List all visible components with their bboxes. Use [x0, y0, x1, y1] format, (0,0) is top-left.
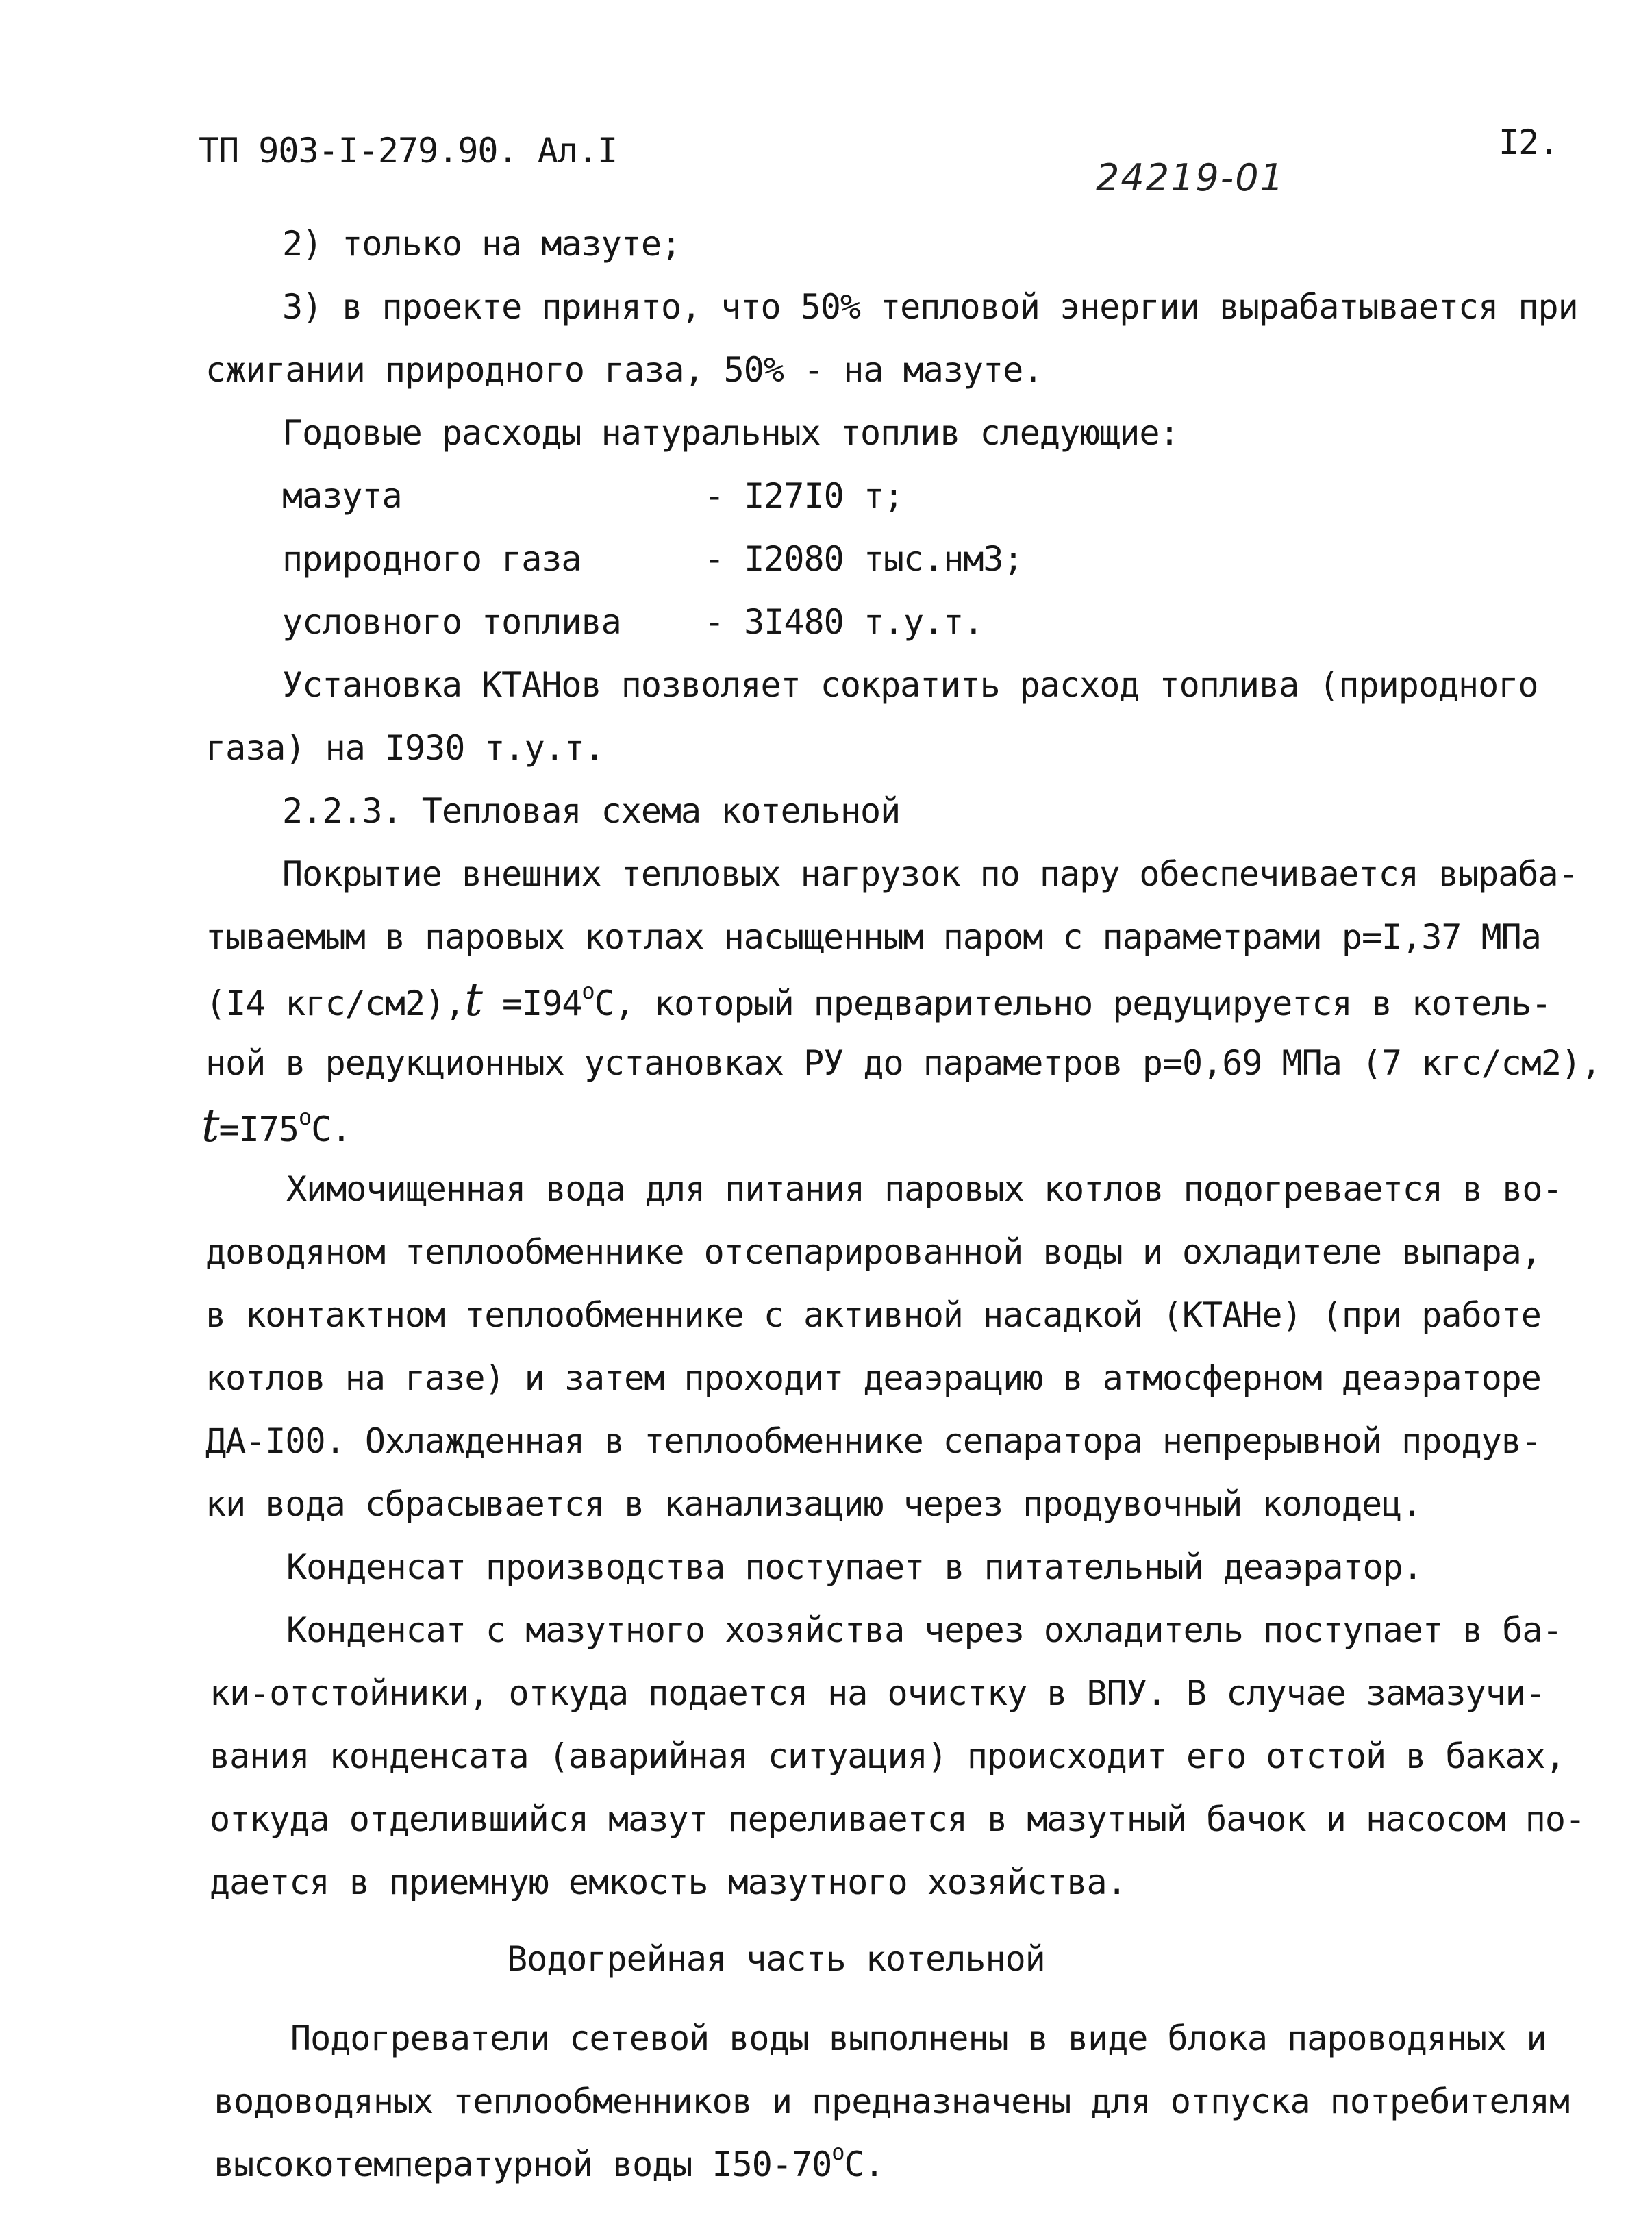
fuel-name: природного газа	[282, 539, 581, 579]
fuel-value: - I2080 тыс.нм3;	[704, 539, 1023, 579]
formula-text: С.	[311, 1110, 351, 1149]
body-line: Конденсат с мазутного хозяйства через охладитель поступает в ба-	[286, 1610, 1562, 1650]
temperature-symbol: t	[201, 1099, 219, 1152]
body-line: водоводяных теплообменников и предназначены для отпуска потребителям	[214, 2082, 1569, 2121]
degree-mark: o	[831, 2139, 844, 2165]
body-line: тываемым в паровых котлах насыщенным паром с параметрами р=I,37 МПа	[205, 917, 1541, 957]
subsection-heading: Водогрейная часть котельной	[507, 1939, 1045, 1979]
body-line: в контактном теплообменнике с активной насадкой (КТАНе) (при работе	[205, 1295, 1541, 1335]
body-line: 2) только на мазуте;	[282, 224, 681, 264]
body-line: Конденсат производства поступает в питательный деаэратор.	[286, 1547, 1423, 1587]
degree-mark: o	[581, 978, 595, 1004]
formula-text: =I75	[218, 1110, 299, 1149]
body-line: Подогреватели сетевой воды выполнены в виде блока пароводяных и	[290, 2019, 1547, 2058]
page-number: I2.	[1499, 123, 1559, 162]
body-line-with-formula	[205, 973, 1551, 1026]
fuel-name: мазута	[282, 476, 402, 516]
formula-text: С, который предварительно редуцируется в котель-	[594, 984, 1551, 1023]
body-line: Установка КТАНов позволяет сократить расход топлива (природного	[282, 665, 1538, 705]
body-line: откуда отделившийся мазут переливается в мазутный бачок и насосом по-	[210, 1799, 1586, 1839]
body-line: ки вода сбрасывается в канализацию через продувочный колодец.	[205, 1484, 1422, 1524]
fuel-value: - I27I0 т;	[704, 476, 904, 516]
body-line: ДА-I00. Охлажденная в теплообменнике сепаратора непрерывной продув-	[205, 1421, 1541, 1461]
body-line: 3) в проекте принято, что 50% тепловой энергии вырабатывается при	[282, 287, 1578, 327]
body-line: Химочищенная вода для питания паровых котлов подогревается в во-	[286, 1169, 1562, 1209]
fuel-name: условного топлива	[282, 602, 621, 642]
body-line: Покрытие внешних тепловых нагрузок по пару обеспечивается выраба-	[282, 854, 1578, 894]
section-heading: 2.2.3. Тепловая схема котельной	[282, 791, 901, 831]
body-line: газа) на I930 т.у.т.	[205, 728, 605, 768]
body-line-with-formula	[214, 2139, 884, 2185]
formula-text: (I4 кгс/см2),	[205, 984, 465, 1023]
body-line: доводяном теплообменнике отсепарированной воды и охладителе выпара,	[205, 1232, 1541, 1272]
formula-text: высокотемпературной воды I50-70	[214, 2145, 832, 2184]
formula-text: С.	[844, 2145, 884, 2184]
body-line: сжигании природного газа, 50% - на мазуте.	[205, 350, 1043, 390]
temperature-symbol: t	[464, 973, 482, 1026]
fuel-value: - 3I480 т.у.т.	[704, 602, 984, 642]
body-line-with-formula	[201, 1099, 351, 1152]
body-line: дается в приемную емкость мазутного хозяйства.	[210, 1862, 1127, 1902]
body-line: ной в редукционных установках РУ до параметров р=0,69 МПа (7 кгс/см2),	[205, 1043, 1601, 1083]
body-line: ки-отстойники, откуда подается на очистку в ВПУ. В случае замазучи-	[210, 1673, 1545, 1713]
body-line: котлов на газе) и затем проходит деаэрацию в атмосферном деаэраторе	[205, 1358, 1541, 1398]
degree-mark: o	[298, 1104, 312, 1130]
body-line: Годовые расходы натуральных топлив следующие:	[282, 413, 1179, 453]
formula-text: =I94	[481, 984, 582, 1023]
handwritten-number: 24219-01	[1096, 156, 1285, 199]
doc-code: ТП 903-I-279.90. Ал.I	[199, 131, 618, 171]
body-line: вания конденсата (аварийная ситуация) происходит его отстой в баках,	[210, 1736, 1565, 1776]
